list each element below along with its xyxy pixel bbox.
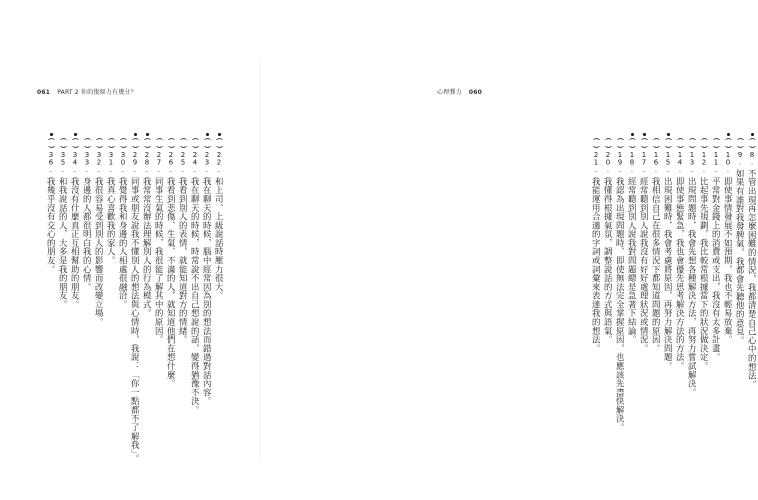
questionnaire-item [129, 133, 141, 462]
marker-dot [146, 133, 149, 136]
questionnaire-item [141, 133, 153, 462]
questionnaire-item [746, 133, 758, 431]
marker-blank [655, 133, 658, 136]
questionnaire-item [710, 133, 722, 431]
item-text: 比起事先規劃，我比較常根據當下的狀況做決定。 [699, 176, 710, 370]
marker-blank [158, 133, 161, 136]
questionnaire-item [734, 133, 746, 431]
questionnaire-item [69, 133, 81, 462]
questionnaire-item [614, 133, 626, 431]
item-text: 我常常沒辦法理解別人的行為模式。 [142, 176, 153, 318]
answer-box-bottom [724, 144, 732, 148]
answer-box-bottom [700, 144, 708, 148]
answer-box-bottom [592, 144, 600, 148]
answer-box-bottom [712, 144, 720, 148]
marker-dot [206, 133, 209, 136]
item-number: 12. [700, 151, 708, 174]
marker-blank [691, 133, 694, 136]
marker-blank [194, 133, 197, 136]
item-number: 30. [119, 151, 127, 174]
right-page [260, 0, 758, 500]
answer-box-bottom [203, 144, 211, 148]
item-number: 9. [736, 151, 744, 166]
questionnaire-item [45, 133, 57, 462]
marker-dot [751, 133, 754, 136]
questionnaire-item [590, 133, 602, 431]
answer-box-bottom [215, 144, 223, 148]
item-number: 21. [592, 151, 600, 174]
questionnaire-item [201, 133, 213, 462]
answer-box-bottom [616, 144, 624, 148]
answer-box-bottom [71, 144, 79, 148]
marker-blank [607, 133, 610, 136]
answer-box-bottom [47, 144, 55, 148]
item-number: 20. [604, 151, 612, 174]
item-text: 身邊的人都很明白我的心情。 [82, 176, 93, 291]
questionnaire-item [177, 133, 189, 462]
marker-dot [74, 133, 77, 136]
answer-box-bottom [628, 144, 636, 148]
answer-box-bottom [179, 144, 187, 148]
item-number: 29. [131, 151, 139, 174]
marker-blank [86, 133, 89, 136]
item-text: 平常對金錢上的消費或支出，我沒有太多計畫。 [711, 176, 722, 362]
item-text: 即使事態緊急，我也會優先思考解決方法的方法。 [675, 176, 686, 370]
item-number: 31. [107, 151, 115, 174]
questionnaire-item [165, 133, 177, 462]
answer-box-bottom [688, 144, 696, 148]
marker-blank [110, 133, 113, 136]
marker-blank [170, 133, 173, 136]
marker-dot [50, 133, 53, 136]
item-number: 24. [191, 151, 199, 174]
marker-blank [595, 133, 598, 136]
item-text: 和上司、上級說話時壓力很大。 [214, 176, 225, 300]
item-number: 11. [712, 151, 720, 174]
marker-dot [667, 133, 670, 136]
item-text: 我認為出現問題時，即使無法完全掌握原因，也應該先盡快解決。 [615, 176, 626, 432]
left-running-title: PART 2 你的復原力有幾分？ [57, 89, 137, 96]
item-number: 26. [167, 151, 175, 174]
answer-box-bottom [59, 144, 67, 148]
questionnaire-item [722, 133, 734, 431]
answer-box-bottom [676, 144, 684, 148]
item-text: 出現問題時，我會先想各種解決方法，再努力嘗試解決。 [687, 176, 698, 397]
item-number: 25. [179, 151, 187, 174]
questionnaire-item [626, 133, 638, 431]
item-text: 我幾乎沒有交心的朋友。 [46, 176, 57, 274]
item-text: 我沒有什麼真正互相幫助的朋友。 [70, 176, 81, 309]
right-questionnaire [558, 133, 758, 431]
questionnaire-item [662, 133, 674, 431]
item-text: 我真心喜歡我的家人。 [106, 176, 117, 265]
answer-box-bottom [652, 144, 660, 148]
item-number: 15. [664, 151, 672, 174]
right-page-header [437, 87, 482, 96]
item-text: 即使事情發展不如預期，我也不輕易放棄。 [723, 176, 734, 344]
item-text: 我在聊天的時候，腦中經常因為別的想法而錯過對話內容。 [202, 176, 213, 406]
item-number: 22. [215, 151, 223, 174]
answer-box-bottom [143, 144, 151, 148]
item-number: 19. [616, 151, 624, 174]
answer-box-bottom [748, 144, 756, 148]
questionnaire-item [105, 133, 117, 462]
item-number: 13. [688, 151, 696, 174]
item-number: 16. [652, 151, 660, 174]
left-questionnaire [33, 133, 225, 462]
answer-box-bottom [664, 144, 672, 148]
questionnaire-item [57, 133, 69, 462]
questionnaire-item [81, 133, 93, 462]
answer-box-bottom [191, 144, 199, 148]
item-text: 出現困難時，我會考慮將原因，再努力解決問題。 [663, 176, 674, 370]
answer-box-bottom [167, 144, 175, 148]
item-number: 17. [640, 151, 648, 174]
item-text: 和我說話的人，大多是我的朋友。 [58, 176, 69, 309]
item-text: 我在聊天的時候，時常說不出自己想說的話，變得猶豫不決。 [190, 176, 201, 414]
answer-box-bottom [95, 144, 103, 148]
item-text: 我覺得我和身邊的人相處很融洽。 [118, 176, 129, 309]
questionnaire-item [638, 133, 650, 431]
questionnaire-item [698, 133, 710, 431]
marker-dot [727, 133, 730, 136]
item-text: 同事生氣的時候，我很能了解其中的原因。 [154, 176, 165, 344]
item-text: 如果有誰對我發脾氣，我都會先聽他的意見。 [735, 169, 746, 345]
answer-box-bottom [155, 144, 163, 148]
item-text: 我很容易受到別人的影響而改變立場。 [94, 176, 105, 326]
marker-dot [631, 133, 634, 136]
left-page-number: 061 [37, 89, 51, 96]
marker-dot [218, 133, 221, 136]
item-number: 23. [203, 151, 211, 174]
questionnaire-item [650, 133, 662, 431]
item-number: 28. [143, 151, 151, 174]
item-text: 我相信自己在很多情況下都知道問題的原因。 [651, 176, 662, 353]
questionnaire-item [153, 133, 165, 462]
marker-blank [703, 133, 706, 136]
marker-blank [122, 133, 125, 136]
item-text: 不管出現再怎麼困難的情況，我都清楚自己心中的想法。 [747, 169, 758, 389]
marker-blank [739, 133, 742, 136]
answer-box-bottom [736, 144, 744, 148]
item-number: 18. [628, 151, 636, 174]
item-text: 我看到悲傷、生氣、不滿的人，就知道他們在想什麼。 [166, 176, 177, 388]
item-text: 我能運用合適的字詞或詞彙來表達我的想法。 [591, 176, 602, 353]
answer-box-bottom [107, 144, 115, 148]
item-number: 14. [676, 151, 684, 174]
item-text: 經常聽到別人說我沒有好好處理狀況或情況。 [639, 176, 650, 353]
answer-box-bottom [604, 144, 612, 148]
right-running-title: 心理彈力 [436, 89, 462, 96]
marker-blank [619, 133, 622, 136]
left-page [0, 0, 260, 500]
item-number: 33. [83, 151, 91, 174]
answer-box-bottom [131, 144, 139, 148]
marker-blank [715, 133, 718, 136]
questionnaire-item [213, 133, 225, 462]
questionnaire-item [189, 133, 201, 462]
item-number: 32. [95, 151, 103, 174]
item-text: 我懂得根據氣氛，調整說話的方式與語氣。 [603, 176, 614, 344]
marker-dot [134, 133, 137, 136]
questionnaire-item [117, 133, 129, 462]
item-number: 27. [155, 151, 163, 174]
questionnaire-item [674, 133, 686, 431]
answer-box-bottom [119, 144, 127, 148]
item-text: 經常聽到別人說我對問題總是急著下結論。 [627, 176, 638, 344]
questionnaire-item [93, 133, 105, 462]
right-page-number: 060 [468, 89, 482, 96]
marker-blank [98, 133, 101, 136]
item-number: 8. [748, 151, 756, 166]
item-number: 10. [724, 151, 732, 174]
item-text: 同事或朋友說我不懂別人的想法與心情時，我說：「你一點都不了解我」。 [130, 176, 141, 463]
marker-blank [62, 133, 65, 136]
answer-box-bottom [640, 144, 648, 148]
questionnaire-item [602, 133, 614, 431]
marker-blank [679, 133, 682, 136]
item-number: 34. [71, 151, 79, 174]
marker-dot [643, 133, 646, 136]
answer-box-bottom [83, 144, 91, 148]
item-number: 35. [59, 151, 67, 174]
left-page-header [37, 87, 137, 96]
questionnaire-item [686, 133, 698, 431]
marker-blank [182, 133, 185, 136]
item-text: 我看到別人的表情，就能知道對方的情緒。 [178, 176, 189, 344]
item-number: 36. [47, 151, 55, 174]
